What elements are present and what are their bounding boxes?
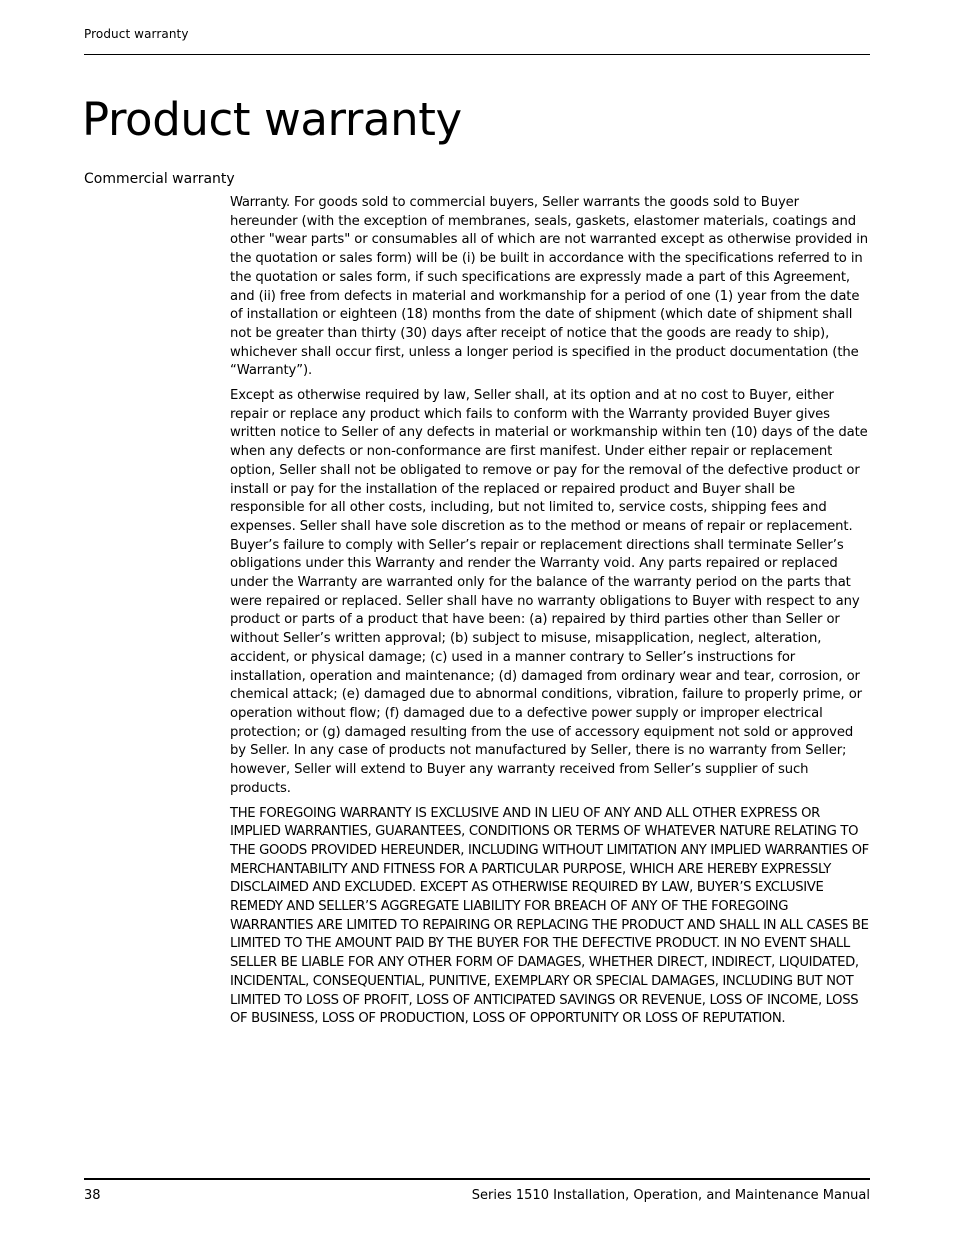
warranty-paragraph-text: For goods sold to commercial buyers, Seller warrants the goods sold to Buyer hereunder (with the exception of membranes, seals, gaskets, elastomer materials, coatings and other "wear parts" or consumables all of which are not warranted except as otherwise provided in the quotation or sales form) will be (i) be built in accordance with the specifications referred to in the quotation or sales form, if such specifications are expressly made a part of this Agreement, and (ii) free from defects in material and workmanship for a period of one (1) year from the date of installation or eighteen (18) months from the date of shipment (which date of shipment shall not be greater than thirty (30) days after receipt of notice that the goods are ready to ship), whichever shall occur first, unless a longer period is specified in the product documentation (the “Warranty”). [230, 195, 869, 379]
disclaimer-paragraph: THE FOREGOING WARRANTY IS EXCLUSIVE AND IN LIEU OF ANY AND ALL OTHER EXPRESS OR IMPLIED WARRANTIES, GUARANTEES, CONDITIONS OR TERMS OF WHATEVER NATURE RELATING TO THE GOODS PROVIDED HEREUNDER, INCLUDING WITHOUT LIMITATION ANY IMPLIED WARRANTIES OF MERCHANTABILITY AND FITNESS FOR A PARTICULAR PURPOSE, WHICH ARE HEREBY EXPRESSLY DISCLAIMED AND EXCLUDED. EXCEPT AS OTHERWISE REQUIRED BY LAW, BUYER’S EXCLUSIVE REMEDY AND SELLER’S AGGREGATE LIABILITY FOR BREACH OF ANY OF THE FOREGOING WARRANTIES ARE LIMITED TO REPAIRING OR REPLACING THE PRODUCT AND SHALL IN ALL CASES BE LIMITED TO THE AMOUNT PAID BY THE BUYER FOR THE DEFECTIVE PRODUCT. IN NO EVENT SHALL SELLER BE LIABLE FOR ANY OTHER FORM OF DAMAGES, WHETHER DIRECT, INDIRECT, LIQUIDATED, INCIDENTAL, CONSEQUENTIAL, PUNITIVE, EXEMPLARY OR SPECIAL DAMAGES, INCLUDING BUT NOT LIMITED TO LOSS OF PROFIT, LOSS OF ANTICIPATED SAVINGS OR REVENUE, LOSS OF INCOME, LOSS OF BUSINESS, LOSS OF PRODUCTION, LOSS OF OPPORTUNITY OR LOSS OF REPUTATION. [230, 805, 869, 1027]
running-header: Product warranty [84, 27, 189, 41]
remedy-paragraph: Except as otherwise required by law, Seller shall, at its option and at no cost to Buyer, either repair or replace any product which fails to conform with the Warranty provided Buyer gives written notice to Seller of any defects in material or workmanship within ten (10) days of the date when any defects or non-conformance are first manifest. Under either repair or replacement option, Seller shall not be obligated to remove or pay for the removal of the defective product or install or pay for the installation of the replaced or repaired product and Buyer shall be responsible for all other costs, including, but not limited to, service costs, shipping fees and expenses. Seller shall have sole discretion as to the method or means of repair or replacement. Buyer’s failure to comply with Seller’s repair or replacement directions shall terminate Seller’s obligations under this Warranty and render the Warranty void. Any parts repaired or replaced under the Warranty are warranted only for the balance of the warranty period on the parts that were repaired or replaced. Seller shall have no warranty obligations to Buyer with respect to any product or parts of a product that have been: (a) repaired by third parties other than Seller or without Seller’s written approval; (b) subject to misuse, misapplication, neglect, alteration, accident, or physical damage; (c) used in a manner contrary to Seller’s instructions for installation, operation and maintenance; (d) damaged from ordinary wear and tear, corrosion, or chemical attack; (e) damaged due to abnormal conditions, vibration, failure to properly prime, or operation without flow; (f) damaged due to a defective power supply or improper electrical protection; or (g) damaged resulting from the use of accessory equipment not sold or approved by Seller. In any case of products not manufactured by Seller, there is no warranty from Seller; however, Seller will extend to Buyer any warranty received from Seller’s supplier of such products. [230, 388, 868, 796]
header-divider [84, 54, 870, 55]
warranty-paragraph [230, 194, 870, 381]
manual-title: Series 1510 Installation, Operation, and Maintenance Manual [471, 1188, 870, 1203]
page-title: Product warranty [82, 93, 462, 146]
warranty-run-in-heading: Warranty. [230, 195, 290, 210]
footer-divider [84, 1178, 870, 1180]
warranty-body [230, 194, 870, 1029]
section-heading: Commercial warranty [84, 171, 235, 187]
page-number: 38 [84, 1188, 101, 1203]
